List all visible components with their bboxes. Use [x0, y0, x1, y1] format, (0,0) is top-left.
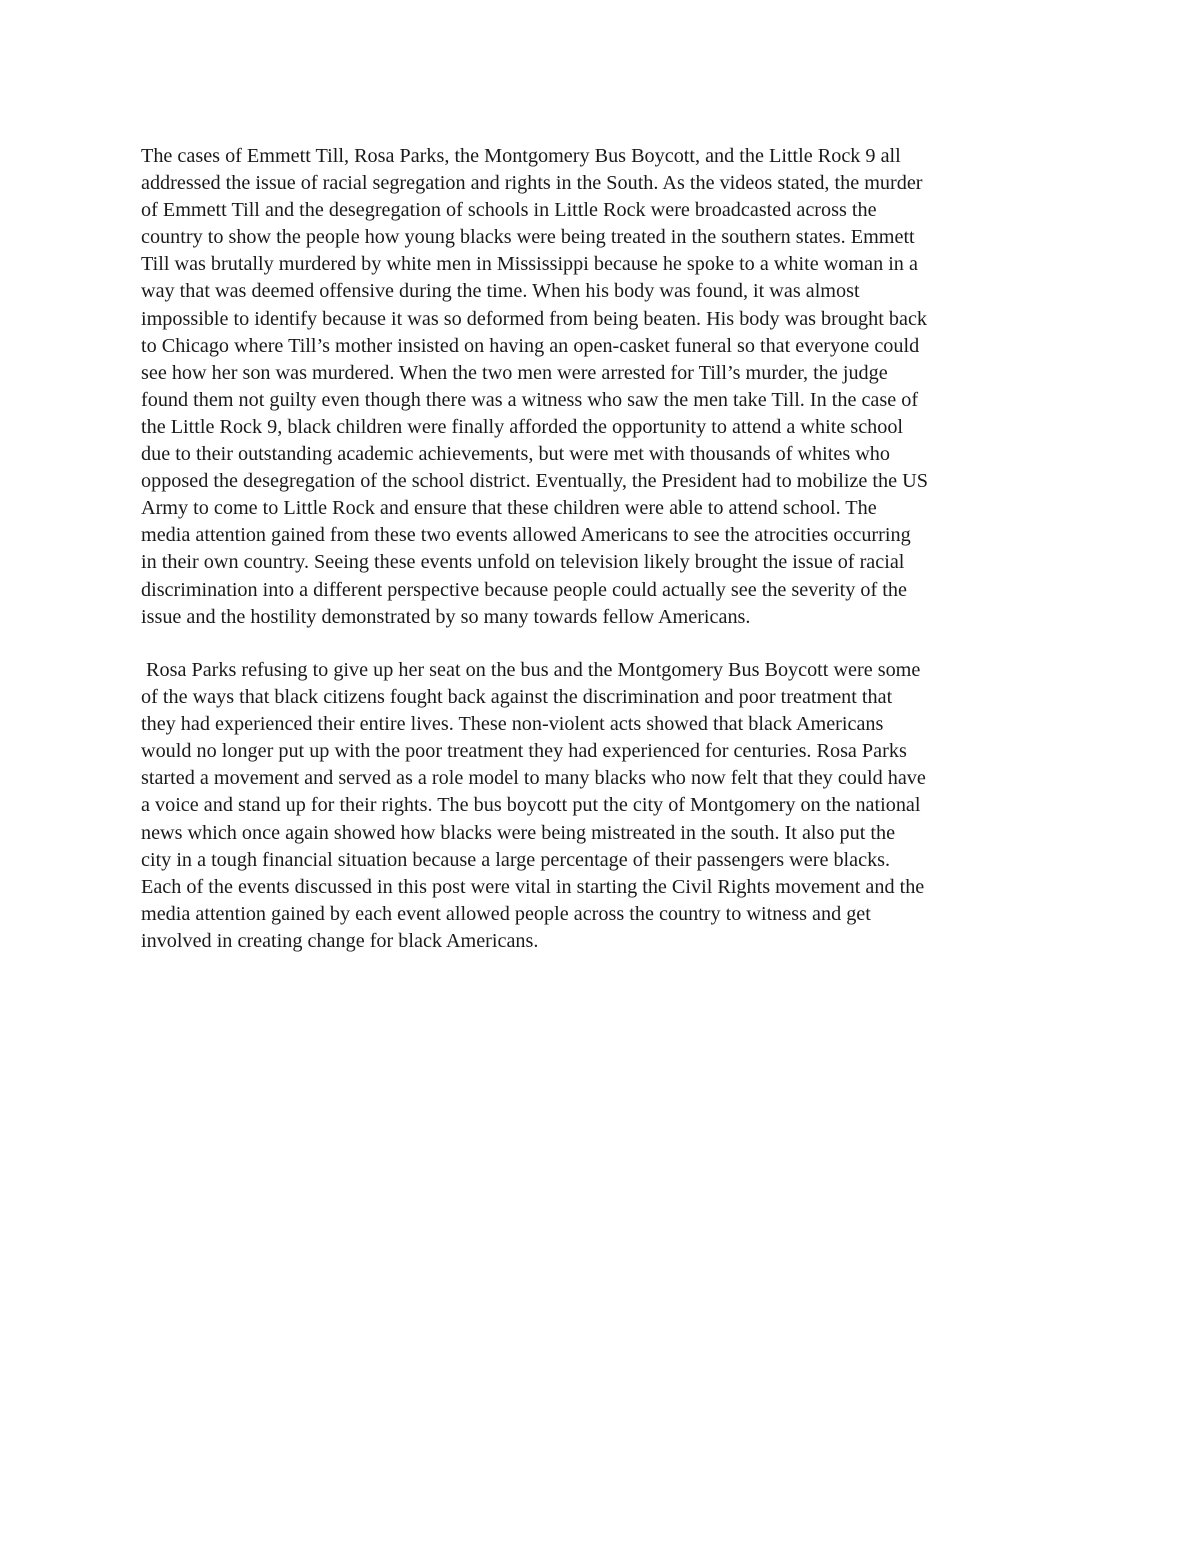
paragraph-line: opposed the desegregation of the school district. Eventually, the President had to mobilize the US — [141, 470, 928, 493]
paragraph-line: media attention gained from these two events allowed Americans to see the atrocities occurring — [141, 524, 911, 547]
paragraph-line: they had experienced their entire lives. These non-violent acts showed that black Americans — [141, 713, 884, 736]
paragraph-line: to Chicago where Till’s mother insisted on having an open-casket funeral so that everyone could — [141, 334, 920, 357]
paragraph-line: city in a tough financial situation because a large percentage of their passengers were blacks. — [141, 848, 891, 871]
paragraph-1 — [141, 143, 1071, 631]
paragraph-line: in their own country. Seeing these events unfold on television likely brought the issue of racial — [141, 551, 905, 574]
paragraph-line: addressed the issue of racial segregation and rights in the South. As the videos stated, the murder — [141, 172, 923, 195]
paragraph-line: of Emmett Till and the desegregation of schools in Little Rock were broadcasted across the — [141, 199, 877, 222]
paragraph-line: issue and the hostility demonstrated by so many towards fellow Americans. — [141, 605, 751, 628]
paragraph-line: media attention gained by each event allowed people across the country to witness and get — [141, 902, 871, 925]
paragraph-line: Till was brutally murdered by white men in Mississippi because he spoke to a white woman in a — [141, 253, 918, 276]
paragraph-line: started a movement and served as a role model to many blacks who now felt that they could have — [141, 767, 926, 790]
paragraph-line: due to their outstanding academic achievements, but were met with thousands of whites who — [141, 443, 890, 466]
paragraph-line: impossible to identify because it was so deformed from being beaten. His body was brought back — [141, 307, 928, 330]
paragraph-line: found them not guilty even though there was a witness who saw the men take Till. In the case of — [141, 388, 919, 411]
paragraph-line: way that was deemed offensive during the time. When his body was found, it was almost — [141, 280, 860, 303]
paragraph-2 — [141, 657, 1071, 955]
paragraph-line: The cases of Emmett Till, Rosa Parks, the Montgomery Bus Boycott, and the Little Rock 9 all — [141, 145, 901, 167]
paragraph-line: discrimination into a different perspective because people could actually see the severity of the — [141, 578, 907, 601]
paragraph-line: Army to come to Little Rock and ensure that these children were able to attend school. The — [141, 497, 877, 520]
paragraph-line: the Little Rock 9, black children were finally afforded the opportunity to attend a white school — [141, 415, 904, 438]
paragraph-line: of the ways that black citizens fought back against the discrimination and poor treatment that — [141, 686, 893, 709]
paragraph-line: Each of the events discussed in this post were vital in starting the Civil Rights movement and the — [141, 875, 925, 898]
paragraph-line: see how her son was murdered. When the two men were arrested for Till’s murder, the judge — [141, 361, 888, 384]
paragraph-line: would no longer put up with the poor treatment they had experienced for centuries. Rosa Parks — [141, 740, 907, 763]
paragraph-line: a voice and stand up for their rights. The bus boycott put the city of Montgomery on the national — [141, 794, 921, 817]
paragraph-line: news which once again showed how blacks were being mistreated in the south. It also put the — [141, 821, 896, 844]
paragraph-line: Rosa Parks refusing to give up her seat on the bus and the Montgomery Bus Boycott were some — [141, 659, 921, 681]
paragraph-line: involved in creating change for black Americans. — [141, 929, 539, 952]
paragraph-line: country to show the people how young blacks were being treated in the southern states. Emmett — [141, 226, 915, 249]
